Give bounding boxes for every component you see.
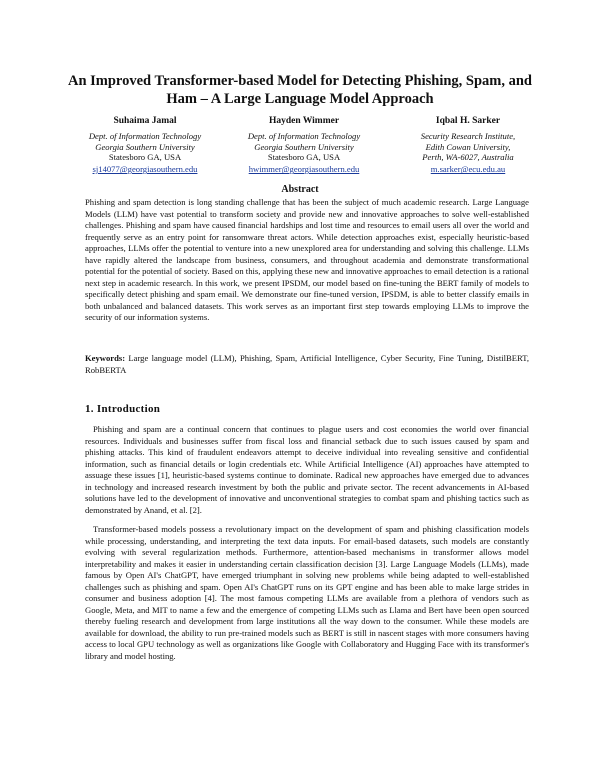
author-location: Statesboro GA, USA	[267, 152, 341, 163]
author-institution: Edith Cowan University,	[425, 141, 511, 152]
author-institution: Georgia Southern University	[254, 141, 354, 152]
author-card	[224, 116, 384, 175]
abstract-heading: Abstract	[281, 184, 319, 195]
keywords-list: Large language model (LLM), Phishing, Spam, Artificial Intelligence, Cyber Security, Fine Tuning, DistilBERT, RobBERTA	[85, 353, 529, 375]
author-email-link[interactable]: m.sarker@ecu.edu.au	[430, 164, 506, 175]
author-email-link[interactable]: hwimmer@georgiasouthern.edu	[248, 164, 360, 175]
author-block	[70, 116, 540, 186]
author-location: Statesboro GA, USA	[108, 152, 182, 163]
keywords-line	[85, 353, 529, 376]
author-institution: Georgia Southern University	[95, 141, 195, 152]
abstract-text: Phishing and spam detection is long standing challenge that has been the subject of much academic research. Large Language Models (LLM) have vast potential to transform society and provide new and innovative approaches to solve well-established challenges. Phishing and spam have caused financial hardships and lost time and resources to email users all over the world and frequently serve as an entry point for ransomware threat actors. While detection approaches exist, especially heuristic-based approaches, LLMs offer the potential to venture into a new unexplored area for understanding and solving this challenge. LLMs have rapidly altered the landscape from business, consumers, and throughout academia and demonstrate transformational potential for the potential of society. Based on this, applying these new and innovative approaches to email detection is a rational next step in academic research. In this work, we present IPSDM, our model based on fine-tuning the BERT family of models to specifically detect phishing and spam email. We demonstrate our fine-tuned version, IPSDM, is able to better classify emails in both unbalanced and balanced datasets. This work serves as an important first step towards employing LLMs to improve the security of our information systems.	[85, 197, 529, 322]
paper-title: An Improved Transformer-based Model for Detecting Phishing, Spam, and Ham – A Large Language Model Approach	[67, 73, 532, 107]
author-name: Suhaima Jamal	[113, 116, 177, 126]
author-email-link[interactable]: sj14077@georgiasouthern.edu	[92, 164, 198, 175]
section-heading-introduction: 1. Introduction	[85, 403, 161, 415]
intro-paragraph: Transformer-based models possess a revolutionary impact on the development of spam and phishing classification models while processing, understanding, and interpreting the text data inputs. For email-based datasets, such models are constantly evolving with several regularization methods. Furthermore, attention-based mechanisms in transformer allows model interpretability and makes it easier in understanding certain classification decision [3]. Large Language Models (LLMs), made famous by Open AI's ChatGPT, have emerged triumphant in solving new problems while being adapted to well-established challenges such as phishing and spam. Open AI's ChatGPT runs on its GPT engine and has been able to make large strides in consumer and business adoption [4]. The most famous competing LLMs are available from a plethora of vendors such as Google, Meta, and MIT to name a few and the emergence of competing LLMs such as Llama and Bert have been open sourced thereby fueling research and development from large institutions all the way down to the consumer. While these models are available for download, the ability to run pre-trained models such as BERT is still in nascent stages with more consumers having access to local GPU technology as well as organizations like Google with Collaboratory and Hugging Face with its transformer's library and model hosting.	[85, 524, 529, 661]
author-name: Iqbal H. Sarker	[435, 116, 501, 126]
keywords-label: Keywords:	[85, 353, 126, 363]
author-department: Dept. of Information Technology	[247, 130, 361, 141]
author-card	[65, 116, 225, 175]
intro-paragraph: Phishing and spam are a continual concern that continues to plague users and cost economies the world over financial resources. Individuals and businesses suffer from fiscal loss and financial setback due to such issues caused by spam and phishing attacks. This kind of fraudulent endeavors attempt to deceive individual into revealing sensitive and confidential information, such as financial details or login credentials etc. While Artificial Intelligence (AI) approaches have attempted to assuage these issues [1], heuristic-based systems continue to dominate. Radical new approaches have emerged due to advances in technology and increased research investment by both the public and private sector. The recent advancements in AI-based solutions have led to the development of innovative and unconventional strategies to combat spam and phishing tactics such as demonstrated by Anand, et al. [2].	[85, 424, 529, 515]
author-department: Dept. of Information Technology	[88, 130, 202, 141]
author-location: Perth, WA-6027, Australia	[422, 152, 514, 163]
author-name: Hayden Wimmer	[268, 116, 340, 126]
author-department: Security Research Institute,	[420, 130, 516, 141]
author-card	[388, 116, 548, 175]
